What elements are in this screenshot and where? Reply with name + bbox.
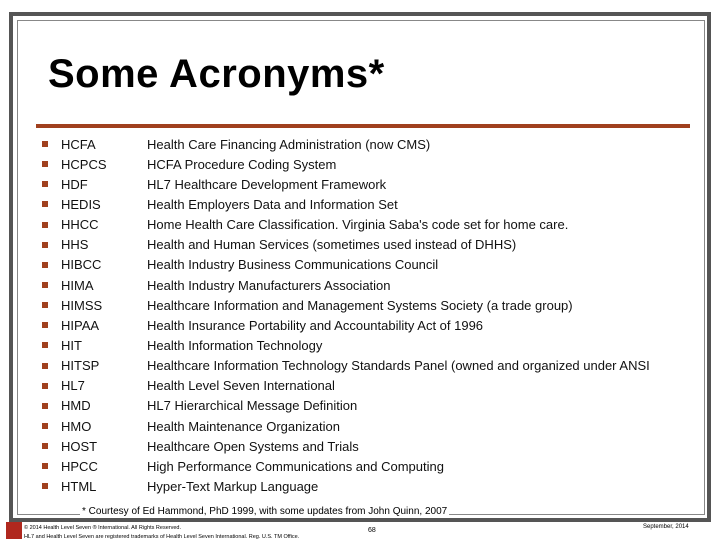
acronym-list <box>42 134 650 497</box>
bullet-icon <box>42 282 48 288</box>
acronym-meaning: Healthcare Information Technology Standards Panel (owned and organized under ANSI <box>147 358 650 374</box>
list-item <box>42 356 650 376</box>
acronym-meaning: Health Care Financing Administration (now CMS) <box>147 136 431 152</box>
copyright-text: © 2014 Health Level Seven ® International. All Rights Reserved. <box>24 525 181 531</box>
list-item <box>42 255 650 275</box>
page-number: 68 <box>368 527 376 534</box>
footer-copyright <box>24 524 299 542</box>
list-item <box>42 174 650 194</box>
list-item <box>42 235 650 255</box>
title-divider <box>36 124 690 128</box>
bullet-icon <box>42 262 48 268</box>
list-item <box>42 194 650 214</box>
list-item <box>42 335 650 355</box>
bullet-icon <box>42 483 48 489</box>
acronym-meaning: Healthcare Open Systems and Trials <box>147 438 359 454</box>
hl7-logo <box>6 522 22 539</box>
list-item <box>42 476 650 496</box>
bullet-icon <box>42 141 48 147</box>
slide-title: Some Acronyms* <box>48 52 385 96</box>
acronym: HMO <box>61 418 92 434</box>
bullet-icon <box>42 302 48 308</box>
acronym: HPCC <box>61 458 98 474</box>
acronym-meaning: Health Insurance Portability and Accountability Act of 1996 <box>147 317 484 333</box>
acronym-meaning: Health and Human Services (sometimes used instead of DHHS) <box>147 237 517 253</box>
acronym-meaning: Health Industry Business Communications Council <box>147 257 439 273</box>
acronym: HCFA <box>61 136 96 152</box>
acronym-meaning: HL7 Healthcare Development Framework <box>147 176 387 192</box>
acronym: HDF <box>61 176 88 192</box>
list-item <box>42 396 650 416</box>
acronym: HEDIS <box>61 196 101 212</box>
acronym-meaning: Health Maintenance Organization <box>147 418 340 434</box>
acronym: HIMSS <box>61 297 103 313</box>
acronym-meaning: HCFA Procedure Coding System <box>147 156 337 172</box>
acronym-meaning: Hyper-Text Markup Language <box>147 478 319 494</box>
acronym-meaning: Health Information Technology <box>147 337 323 353</box>
bullet-icon <box>42 222 48 228</box>
list-item <box>42 134 650 154</box>
bullet-icon <box>42 242 48 248</box>
acronym-meaning: HL7 Hierarchical Message Definition <box>147 398 358 414</box>
bullet-icon <box>42 322 48 328</box>
acronym: HIBCC <box>61 257 102 273</box>
acronym: HITSP <box>61 358 100 374</box>
acronym-meaning: High Performance Communications and Computing <box>147 458 444 474</box>
bullet-icon <box>42 342 48 348</box>
bullet-icon <box>42 181 48 187</box>
acronym-meaning: Home Health Care Classification. Virginia Saba's code set for home care. <box>147 217 569 233</box>
bullet-icon <box>42 463 48 469</box>
list-item <box>42 154 650 174</box>
bullet-icon <box>42 403 48 409</box>
acronym: HHS <box>61 237 89 253</box>
list-item <box>42 215 650 235</box>
list-item <box>42 416 650 436</box>
bullet-icon <box>42 363 48 369</box>
list-item <box>42 275 650 295</box>
bullet-icon <box>42 383 48 389</box>
bullet-icon <box>42 161 48 167</box>
acronym: HIT <box>61 337 82 353</box>
acronym: HIPAA <box>61 317 100 333</box>
acronym-meaning: Health Level Seven International <box>147 378 335 394</box>
acronym: HHCC <box>61 217 99 233</box>
acronym: HL7 <box>61 378 85 394</box>
acronym: HMD <box>61 398 91 414</box>
acronym-meaning: Health Industry Manufacturers Association <box>147 277 391 293</box>
trademark-text: HL7 and Health Level Seven are registered trademarks of Health Level Seven International. Reg. U.S. TM Office. <box>24 534 300 540</box>
bullet-icon <box>42 443 48 449</box>
footnote: * Courtesy of Ed Hammond, PhD 1999, with some updates from John Quinn, 2007 <box>82 506 448 517</box>
acronym: HOST <box>61 438 98 454</box>
list-item <box>42 456 650 476</box>
footer-date: September, 2014 <box>643 524 689 530</box>
bullet-icon <box>42 201 48 207</box>
acronym: HTML <box>61 478 97 494</box>
acronym-meaning: Health Employers Data and Information Set <box>147 196 398 212</box>
acronym: HIMA <box>61 277 94 293</box>
acronym-meaning: Healthcare Information and Management Systems Society (a trade group) <box>147 297 573 313</box>
list-item <box>42 315 650 335</box>
list-item <box>42 436 650 456</box>
list-item <box>42 376 650 396</box>
acronym: HCPCS <box>61 156 107 172</box>
list-item <box>42 295 650 315</box>
bullet-icon <box>42 423 48 429</box>
